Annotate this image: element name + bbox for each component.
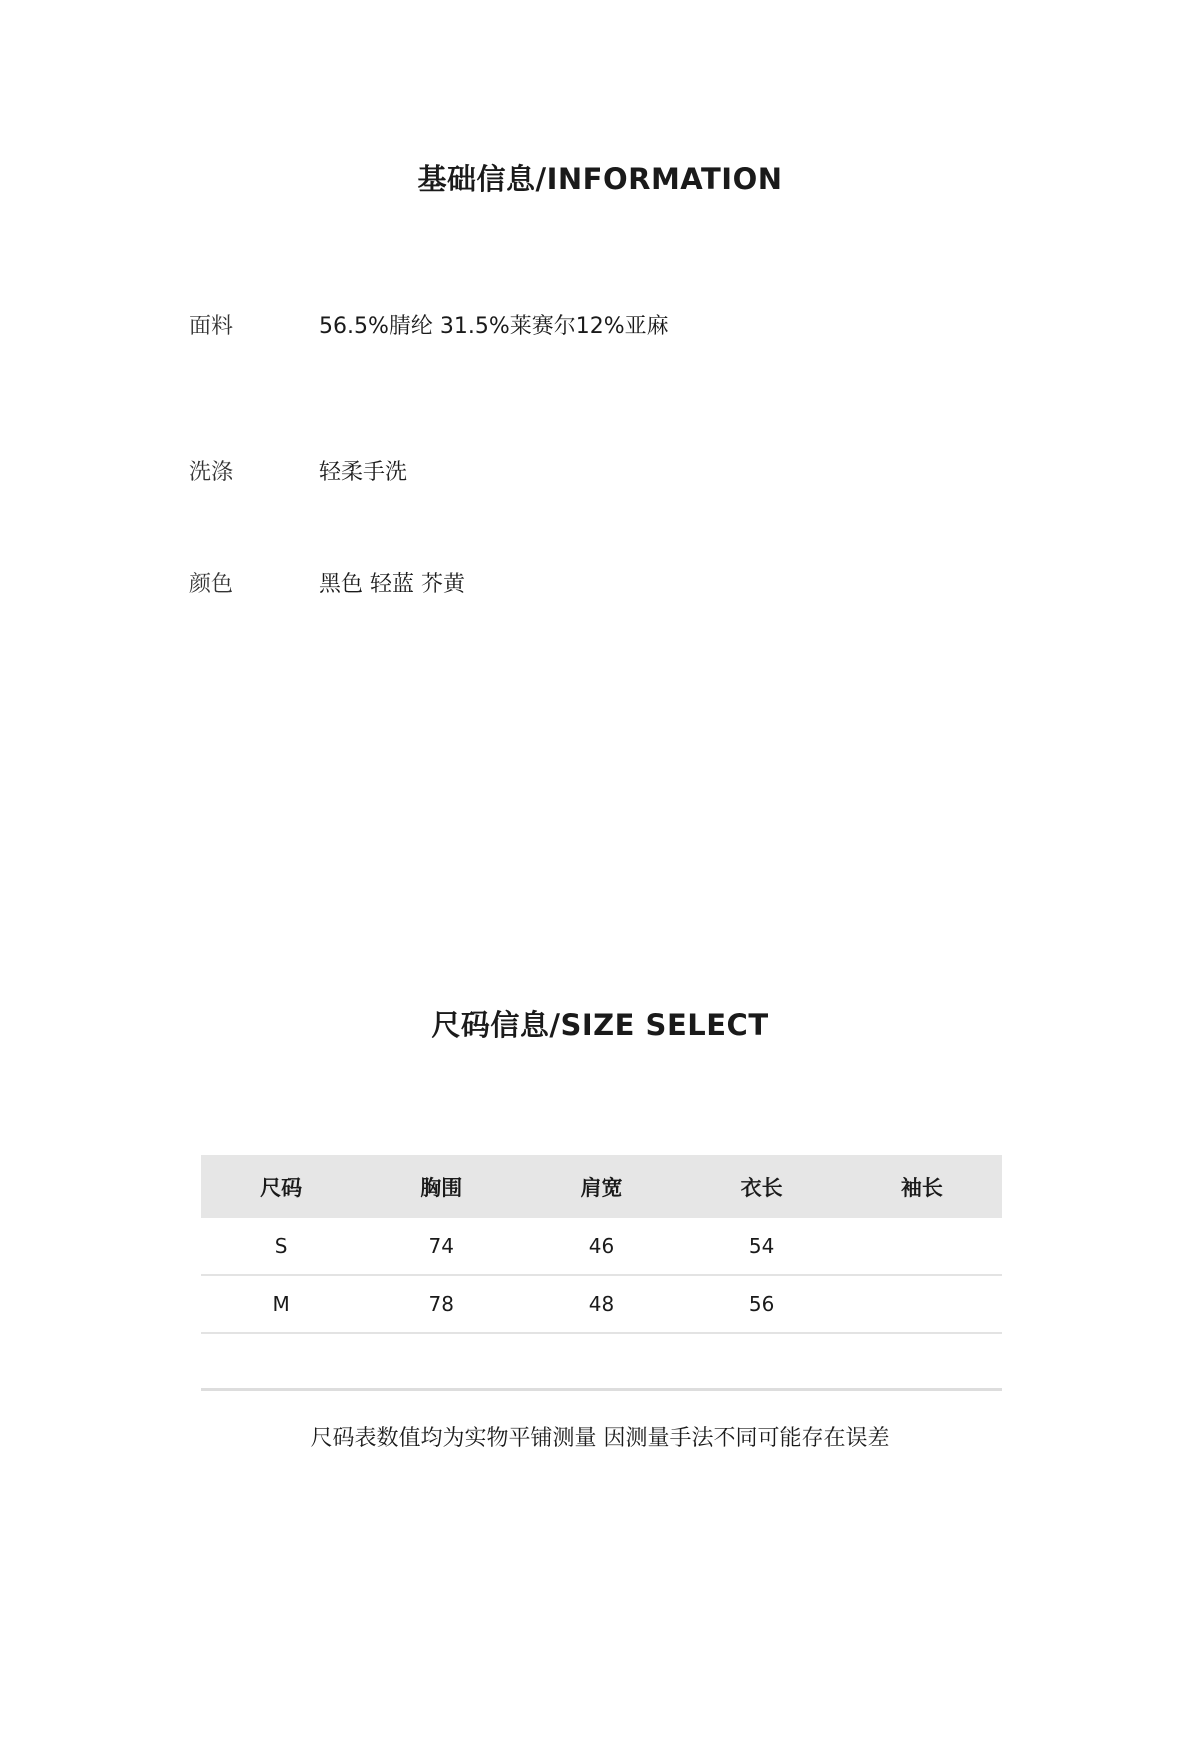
cell-shoulder: 46 [521,1218,681,1275]
cell-size: S [201,1218,361,1275]
cell-chest: 74 [361,1218,521,1275]
information-title: 基础信息/INFORMATION [417,162,783,196]
header-shoulder: 肩宽 [521,1155,681,1218]
color-label: 颜色 [189,572,234,597]
cell-size: M [201,1275,361,1333]
info-row-wash [189,455,1089,491]
empty-cell [361,1333,521,1390]
empty-cell [521,1333,681,1390]
header-sleeve: 袖长 [842,1155,1002,1218]
color-value: 黑色 轻蓝 芥黄 [319,572,465,597]
cell-length: 56 [682,1275,842,1333]
wash-value: 轻柔手洗 [319,460,408,485]
fabric-value: 56.5%腈纶 31.5%莱赛尔12%亚麻 [319,314,669,339]
header-chest: 胸围 [361,1155,521,1218]
size-table-header-row [201,1155,1002,1218]
fabric-label: 面料 [189,314,234,339]
info-row-fabric [189,309,1089,345]
table-row [201,1275,1002,1333]
cell-sleeve [842,1218,1002,1275]
table-row [201,1218,1002,1275]
cell-sleeve [842,1275,1002,1333]
wash-label: 洗涤 [189,460,234,485]
size-title: 尺码信息/SIZE SELECT [431,1008,769,1042]
empty-cell [201,1333,361,1390]
cell-chest: 78 [361,1275,521,1333]
cell-length: 54 [682,1218,842,1275]
info-row-color [189,567,1089,603]
header-length: 衣长 [682,1155,842,1218]
empty-cell [842,1333,1002,1390]
size-table [201,1155,1002,1391]
cell-shoulder: 48 [521,1275,681,1333]
empty-cell [682,1333,842,1390]
size-note: 尺码表数值均为实物平铺测量 因测量手法不同可能存在误差 [310,1426,890,1451]
table-row-empty [201,1333,1002,1390]
header-size: 尺码 [201,1155,361,1218]
